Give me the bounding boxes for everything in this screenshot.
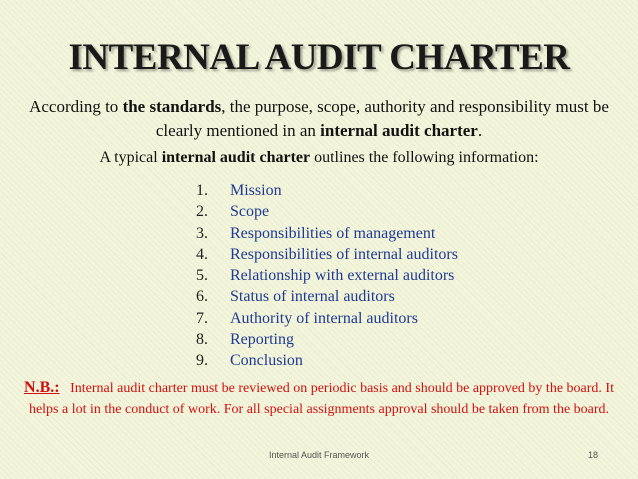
list-item-text: Responsibilities of internal auditors bbox=[230, 245, 458, 263]
typical-text-2: outlines the following information: bbox=[310, 149, 539, 166]
charter-contents-list bbox=[196, 180, 458, 372]
list-item-text: Scope bbox=[230, 203, 270, 221]
nb-note bbox=[8, 377, 630, 420]
list-item-text: Conclusion bbox=[230, 352, 303, 370]
list-item-text: Relationship with external auditors bbox=[230, 267, 455, 285]
list-item-number: 7. bbox=[196, 309, 208, 327]
typical-text-1: A typical bbox=[99, 149, 162, 166]
intro-bold-charter: internal audit charter bbox=[320, 121, 478, 140]
slide-title: INTERNAL AUDIT CHARTER bbox=[68, 37, 570, 78]
list-item-number: 2. bbox=[196, 203, 208, 221]
list-item-text: Status of internal auditors bbox=[230, 288, 395, 306]
list-item-number: 5. bbox=[196, 267, 208, 285]
intro-text-1: According to bbox=[29, 97, 123, 116]
intro-text-3: . bbox=[477, 121, 483, 140]
list-item bbox=[196, 180, 458, 201]
list-item-text: Reporting bbox=[230, 331, 294, 349]
list-item bbox=[196, 308, 458, 329]
list-item-number: 6. bbox=[196, 288, 208, 306]
list-item-number: 4. bbox=[196, 245, 208, 263]
list-item bbox=[196, 244, 458, 265]
typical-bold-charter: internal audit charter bbox=[161, 149, 311, 166]
list-item bbox=[196, 223, 458, 244]
list-item bbox=[196, 201, 458, 222]
list-item-text: Mission bbox=[230, 182, 282, 199]
page-number: 18 bbox=[588, 450, 599, 460]
list-item-text: Authority of internal auditors bbox=[230, 309, 418, 327]
intro-text-2: , the purpose, scope, authority and responsibility must be clearly mentioned in an bbox=[155, 97, 609, 140]
list-item-number: 1. bbox=[196, 182, 208, 199]
list-item-number: 9. bbox=[196, 352, 208, 370]
list-item-text: Responsibilities of management bbox=[230, 224, 436, 242]
list-item-number: 3. bbox=[196, 224, 208, 242]
list-item bbox=[196, 350, 458, 371]
list-item bbox=[196, 286, 458, 307]
list-item bbox=[196, 265, 458, 286]
list-item bbox=[196, 329, 458, 350]
intro-bold-standards: the standards bbox=[122, 97, 222, 116]
intro-paragraph bbox=[20, 95, 618, 143]
typical-line bbox=[0, 147, 638, 169]
slide-footer: Internal Audit Framework bbox=[268, 450, 370, 460]
nb-text: Internal audit charter must be reviewed on periodic basis and should be approved by the board. It helps a lot in the conduct of work. For all special assignments approval should be taken from the board. bbox=[28, 381, 614, 417]
nb-label: N.B.: bbox=[24, 379, 60, 396]
list-item-number: 8. bbox=[196, 331, 208, 349]
